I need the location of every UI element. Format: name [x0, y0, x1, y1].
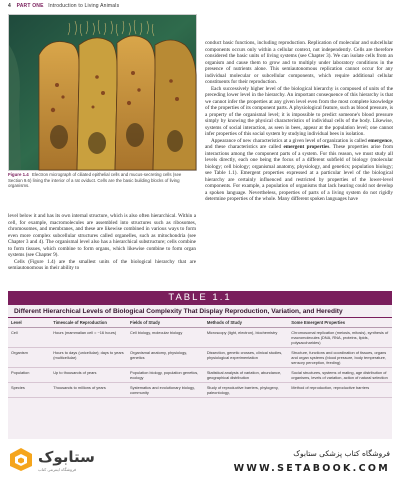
- hierarchy-table: [8, 318, 392, 398]
- paragraph: Each successively higher level of the biological hierarchy is composed of units of the preceding lower level in the hierarchy. An important consequence of this hierarchy is that we cannot infer the properties at any given level even from the most complete knowledge of the properties of its component parts. A physiological feature, such as blood pressure, is a property of the organismal level; it is impossible to predict someone's blood pressure simply by knowing the physical characteristics of individual cells of the body. Likewise, systems of social interaction, as seen in bees, appear at the population level; one cannot infer properties of this social system by studying individual bees in isolation.: [205, 85, 393, 137]
- table-cell: Social structures, systems of mating, age distribution of organisms, levels of variation, action of natural selection: [288, 368, 392, 383]
- table-cell: Microscopy (light, electron), biochemistry: [204, 328, 288, 348]
- text-run: , and these characteristics are called: [205, 137, 393, 150]
- setabook-logo-icon: [8, 446, 34, 472]
- column-header: Some Emergent Properties: [288, 318, 392, 328]
- paragraph: Cells (Figure 1.4) are the smallest units of the biological hierarchy that are semiautonomous in their ability to: [8, 258, 196, 271]
- micrograph-illustration: [9, 15, 196, 170]
- table-cell: Dissection, genetic crosses, clinical studies, physiological experimentation: [204, 348, 288, 368]
- table-cell: Structure, functions and coordination of tissues, organs and organ systems (blood pressure, body temperature, sensory perception, feeding): [288, 348, 392, 368]
- running-header: [8, 3, 119, 9]
- figure-caption-text: Electron micrograph of ciliated epithelial cells and mucus-secreting cells (see Section 9.6) lining the interior of a rat oviduct. Cells are the basic building blocks of living organisms.: [8, 172, 182, 189]
- page-number: 4: [8, 3, 11, 9]
- table-cell: Study of reproductive barriers, phylogeny, paleontology,: [204, 383, 288, 398]
- table-subtitle: Different Hierarchical Levels of Biological Complexity That Display Reproduction, Variation, and Heredity: [8, 305, 392, 318]
- table-cell: Up to thousands of years: [50, 368, 127, 383]
- column-header: Fields of Study: [127, 318, 204, 328]
- table-cell: Species: [8, 383, 50, 398]
- figure-caption: [8, 172, 196, 189]
- store-name: فروشگاه کتاب پزشکی ستابوک: [293, 449, 390, 458]
- column-header: Level: [8, 318, 50, 328]
- part-label: PART ONE: [16, 3, 44, 9]
- table-cell: Hours (mammalian cell = ~16 hours): [50, 328, 127, 348]
- table-row: [8, 383, 392, 398]
- body-text-left-column: [8, 213, 196, 272]
- micrograph-image: [0, 14, 197, 171]
- table-cell: Population biology, population genetics, ecology: [127, 368, 204, 383]
- key-term: emergent properties: [283, 144, 330, 150]
- table-cell: Chromosomal replication (meiosis, mitosis), synthesis of macromolecules (DNA, RNA, proteins, lipids, polysaccharides): [288, 328, 392, 348]
- table-cell: Cell biology, molecular biology: [127, 328, 204, 348]
- table-cell: Organism: [8, 348, 50, 368]
- table-cell: Thousands to millions of years: [50, 383, 127, 398]
- part-title: Introduction to Living Animals: [48, 3, 120, 9]
- table-cell: Method of reproduction, reproductive barriers: [288, 383, 392, 398]
- paragraph: level below it and has its own internal structure, which is also often hierarchical. Within a cell, for example, macromolecules are assembled into structures such as ribosomes, chromosomes, and membranes, and these are likewise combined in various ways to form even more complex subcellular structures called organelles, such as mitochondria (see Chapter 3 and 4). The organismal level also has a hierarchical substructure; cells combine to form tissues, which combine to form organs, which likewise combine to form organ systems (see Chapter 9).: [8, 213, 196, 258]
- figure-label: Figure 1.4: [8, 172, 29, 177]
- logo-subtitle: فروشگاه اینترنتی کتاب: [38, 467, 77, 472]
- table-title: TABLE 1.1: [8, 291, 392, 305]
- text-run: . These properties arise from interactions among the component parts of a system. For this reason, we must study all levels directly, each one being the focus of a different subfield of biology (molecular biology; cell biology; organismal anatomy, physiology, and genetics; population biology; see Table 1.1). Emergent properties expressed at a particular level of the biological hierarchy are certainly influenced and restricted by properties of the lower-level components. For example, a population of organisms that lack hearing could not develop a spoken language. Nevertheless, properties of parts of a living system do not rigidly determine properties of the whole. Many different spoken languages have: [205, 144, 393, 202]
- table-header-row: [8, 318, 392, 328]
- column-header: Methods of Study: [204, 318, 288, 328]
- table-cell: Systematics and evolutionary biology, community: [127, 383, 204, 398]
- paragraph: conduct basic functions, including reproduction. Replication of molecular and subcellular components occurs only within a cellular context, not independently. Cells are therefore considered the basic units of living systems (see Chapter 3). We can isolate cells from an organism and cause them to grow and to multiply under laboratory conditions in the presence of nutrients alone. This semiautonomous replication cannot occur for any individual molecular or subcellular components, which require additional cellular constituents for their reproduction.: [205, 40, 393, 85]
- body-text-right-column: [205, 40, 393, 203]
- paragraph: [205, 138, 393, 203]
- column-header: Timescale of Reproduction: [50, 318, 127, 328]
- table-1-1: [8, 291, 392, 439]
- table-row: [8, 368, 392, 383]
- table-cell: Hours to days (unicellular); days to years (multicellular): [50, 348, 127, 368]
- table-row: [8, 328, 392, 348]
- table-cell: Statistical analysis of variation, abundance, geographical distribution: [204, 368, 288, 383]
- table-cell: Cell: [8, 328, 50, 348]
- table-cell: Organismal anatomy, physiology, genetics: [127, 348, 204, 368]
- key-term: emergence: [368, 137, 392, 144]
- table-row: [8, 348, 392, 368]
- logo-text: ستابوک: [38, 448, 95, 466]
- photo-credit: David M. Phillips/Visuals Unlimited: [0, 105, 5, 165]
- text-run: Appearance of new characteristics at a given level of organization is called: [211, 137, 369, 144]
- store-url[interactable]: WWW.SETABOOK.COM: [233, 463, 390, 474]
- table-cell: Population: [8, 368, 50, 383]
